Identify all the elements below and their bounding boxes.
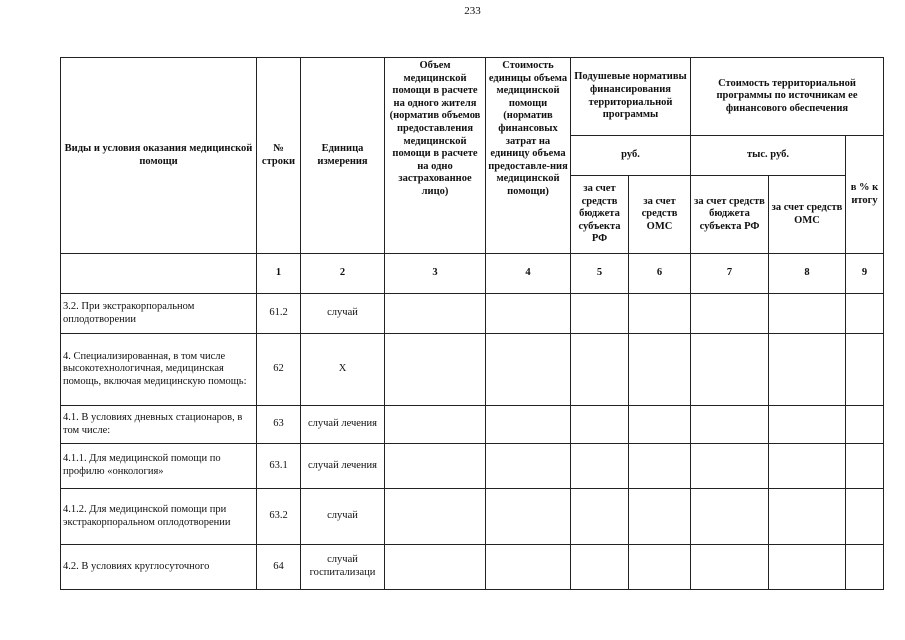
header-percent: в % к итогу (846, 136, 884, 254)
header-c8: за счет средств ОМС (769, 176, 846, 254)
header-volume: Объем медицинской помощи в расчете на одного жителя (норматив объемов предоставления медицинской помощи в расчете на одно застрахованное лицо) (385, 58, 486, 254)
column-number-row (61, 254, 884, 294)
row-name: 3.2. При экстракорпоральном оплодотворении (61, 294, 257, 334)
empty-cell (385, 294, 486, 334)
empty-cell (629, 334, 691, 406)
header-kinds: Виды и условия оказания медицинской помощи (61, 58, 257, 254)
empty-cell (769, 334, 846, 406)
header-c7: за счет средств бюджета субъекта РФ (691, 176, 769, 254)
column-number: 6 (629, 254, 691, 294)
column-number: 2 (301, 254, 385, 294)
header-per-capita: Подушевые нормативы финансирования территориальной программы (571, 58, 691, 136)
empty-cell (385, 444, 486, 489)
row-unit: случай лечения (301, 406, 385, 444)
empty-cell (769, 489, 846, 545)
empty-cell (846, 444, 884, 489)
table-row (61, 406, 884, 444)
row-unit: случай лечения (301, 444, 385, 489)
empty-cell (571, 406, 629, 444)
row-name: 4. Специализированная, в том числе высокотехнологичная, медицинская помощь, включая медицинскую помощь: (61, 334, 257, 406)
column-number: 9 (846, 254, 884, 294)
column-number: 8 (769, 254, 846, 294)
column-number: 7 (691, 254, 769, 294)
empty-cell (846, 334, 884, 406)
table-row (61, 489, 884, 545)
empty-cell (691, 294, 769, 334)
empty-cell (486, 406, 571, 444)
header-thous-rub: тыс. руб. (691, 136, 846, 176)
empty-cell (571, 334, 629, 406)
column-number (61, 254, 257, 294)
row-unit: Х (301, 334, 385, 406)
empty-cell (629, 489, 691, 545)
empty-cell (571, 489, 629, 545)
header-c6: за счет средств ОМС (629, 176, 691, 254)
empty-cell (691, 444, 769, 489)
header-row-no: № строки (257, 58, 301, 254)
empty-cell (846, 406, 884, 444)
empty-cell (385, 489, 486, 545)
empty-cell (691, 334, 769, 406)
empty-cell (629, 444, 691, 489)
table-row (61, 334, 884, 406)
empty-cell (486, 334, 571, 406)
empty-cell (486, 489, 571, 545)
header-program-cost: Стоимость территориальной программы по источникам ее финансового обеспечения (691, 58, 884, 136)
header-unit-cost: Стоимость единицы объема медицинской помощи (норматив финансовых затрат на единицу объема предоставле-ния медицинской помощи) (486, 58, 571, 254)
row-name: 4.1.2. Для медицинской помощи при экстракорпоральном оплодотворении (61, 489, 257, 545)
table-row (61, 444, 884, 489)
empty-cell (769, 545, 846, 590)
row-number: 63.2 (257, 489, 301, 545)
empty-cell (486, 545, 571, 590)
table-row (61, 545, 884, 590)
empty-cell (629, 294, 691, 334)
empty-cell (846, 294, 884, 334)
empty-cell (486, 444, 571, 489)
empty-cell (691, 489, 769, 545)
header-row-1 (61, 58, 884, 136)
row-name: 4.1. В условиях дневных стационаров, в том числе: (61, 406, 257, 444)
empty-cell (385, 545, 486, 590)
empty-cell (571, 294, 629, 334)
empty-cell (571, 545, 629, 590)
column-number: 1 (257, 254, 301, 294)
empty-cell (846, 489, 884, 545)
empty-cell (769, 444, 846, 489)
row-unit: случай (301, 489, 385, 545)
table-row (61, 294, 884, 334)
row-unit: случай (301, 294, 385, 334)
row-name: 4.1.1. Для медицинской помощи по профилю «онкология» (61, 444, 257, 489)
row-number: 62 (257, 334, 301, 406)
empty-cell (571, 444, 629, 489)
page-number: 233 (464, 5, 481, 17)
row-number: 63 (257, 406, 301, 444)
column-number: 5 (571, 254, 629, 294)
data-table (60, 57, 884, 590)
column-number: 3 (385, 254, 486, 294)
row-unit: случай госпитализаци (301, 545, 385, 590)
empty-cell (385, 406, 486, 444)
row-number: 64 (257, 545, 301, 590)
empty-cell (846, 545, 884, 590)
empty-cell (486, 294, 571, 334)
header-c5: за счет средств бюджета субъекта РФ (571, 176, 629, 254)
empty-cell (629, 545, 691, 590)
empty-cell (385, 334, 486, 406)
row-name: 4.2. В условиях круглосуточного (61, 545, 257, 590)
header-unit: Единица измерения (301, 58, 385, 254)
header-rub: руб. (571, 136, 691, 176)
row-number: 63.1 (257, 444, 301, 489)
column-number: 4 (486, 254, 571, 294)
empty-cell (691, 545, 769, 590)
empty-cell (769, 294, 846, 334)
empty-cell (629, 406, 691, 444)
empty-cell (769, 406, 846, 444)
empty-cell (691, 406, 769, 444)
row-number: 61.2 (257, 294, 301, 334)
